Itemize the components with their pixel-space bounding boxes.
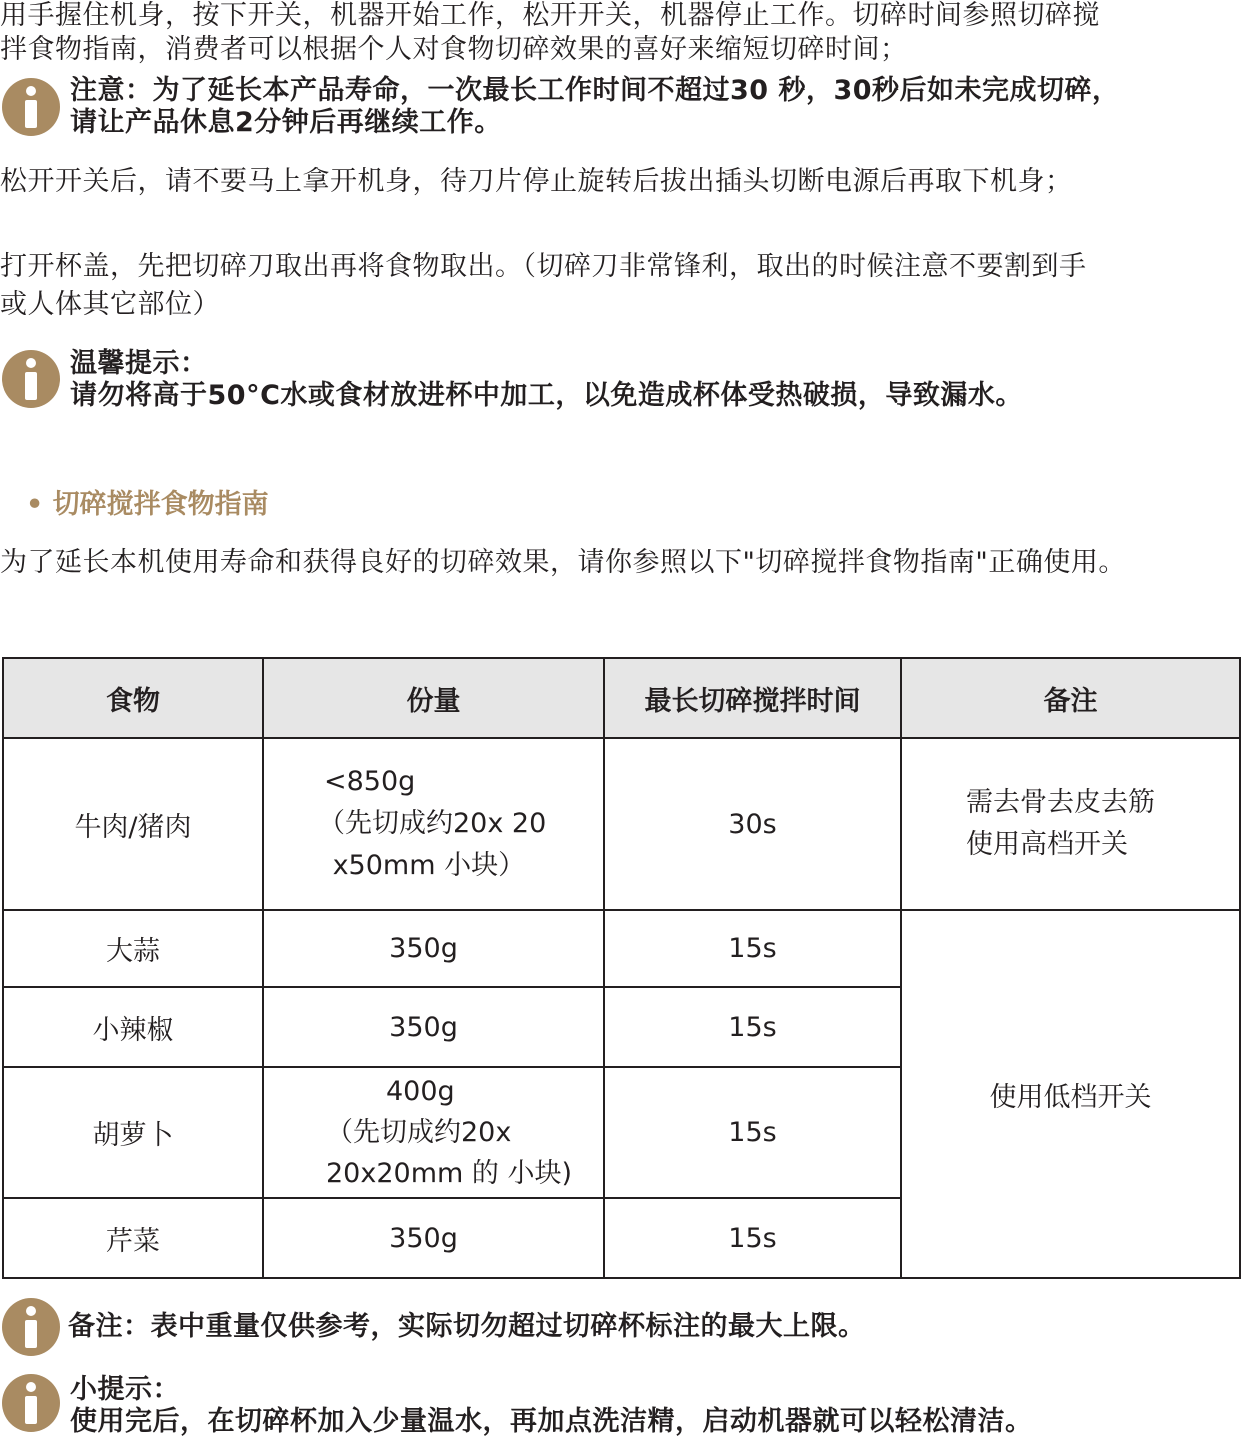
note-small-tip-title: 小提示： — [70, 1374, 180, 1405]
quantity-cell — [263, 738, 604, 910]
intro-line-1: 用手握住机身，按下开关，机器开始工作，松开开关，机器停止工作。切碎时间参照切碎搅 — [0, 0, 1100, 31]
quantity-cell — [263, 1198, 604, 1278]
quantity-line: <850g — [324, 766, 416, 797]
note-remark — [68, 1311, 866, 1343]
quantity-line: 20x20mm 的 小块) — [326, 1158, 572, 1189]
remarks-line: 使用高档开关 — [966, 829, 1128, 860]
info-icon — [2, 1298, 60, 1356]
quantity-line: 350g — [389, 1011, 458, 1043]
note-caution-line-2: 请让产品休息2分钟后再继续工作。 — [70, 107, 502, 138]
quantity-line: 400g — [386, 1076, 455, 1107]
time-cell: 15s — [604, 1067, 901, 1198]
note-caution — [70, 75, 1120, 139]
open-lid-line-1: 打开杯盖，先把切碎刀取出再将食物取出。（切碎刀非常锋利，取出的时候注意不要割到手 — [0, 251, 1087, 282]
note-warm-tip — [70, 348, 1023, 412]
remarks-line: 需去骨去皮去筋 — [966, 787, 1155, 818]
quantity-cell — [263, 910, 604, 987]
header-quantity: 份量 — [263, 658, 604, 738]
quantity-line: 350g — [389, 933, 458, 964]
table-row — [3, 738, 1240, 910]
header-max-time: 最长切碎搅拌时间 — [604, 658, 901, 738]
open-lid-paragraph — [0, 248, 1087, 324]
note-small-tip — [70, 1374, 1033, 1438]
food-cell: 芹菜 — [3, 1198, 263, 1278]
info-icon — [2, 350, 60, 408]
open-lid-line-2: 或人体其它部位） — [0, 289, 220, 320]
intro-line-2: 拌食物指南，消费者可以根据个人对食物切碎效果的喜好来缩短切碎时间； — [0, 34, 908, 65]
quantity-line: （先切成约20x 20 — [318, 808, 547, 839]
food-cell: 牛肉/猪肉 — [3, 738, 263, 910]
table-header-row — [3, 658, 1240, 738]
quantity-cell — [263, 987, 604, 1067]
quantity-cell — [263, 1067, 604, 1198]
table-row — [3, 910, 1240, 987]
food-guide-table — [2, 657, 1241, 1279]
note-caution-line-1: 注意：为了延长本产品寿命，一次最长工作时间不超过30 秒，30秒后如未完成切碎， — [70, 75, 1120, 106]
info-icon — [2, 78, 60, 136]
section-description: 为了延长本机使用寿命和获得良好的切碎效果，请你参照以下"切碎搅拌食物指南"正确使用。 — [0, 547, 1126, 578]
remarks-cell — [901, 738, 1240, 910]
info-icon — [2, 1374, 60, 1432]
quantity-line: 350g — [389, 1222, 458, 1254]
note-remark-line: 备注：表中重量仅供参考，实际切勿超过切碎杯标注的最大上限。 — [68, 1311, 866, 1342]
food-cell: 大蒜 — [3, 910, 263, 987]
intro-paragraph — [0, 0, 1100, 67]
time-cell: 30s — [604, 738, 901, 910]
time-cell: 15s — [604, 910, 901, 987]
note-warm-tip-body: 请勿将高于50°C水或食材放进杯中加工，以免造成杯体受热破损，导致漏水。 — [70, 380, 1023, 411]
time-cell: 15s — [604, 987, 901, 1067]
note-small-tip-body: 使用完后，在切碎杯加入少量温水，再加点洗洁精，启动机器就可以轻松清洁。 — [70, 1406, 1033, 1437]
note-warm-tip-title: 温馨提示： — [70, 348, 208, 379]
food-cell: 胡萝卜 — [3, 1067, 263, 1198]
header-food: 食物 — [3, 658, 263, 738]
section-title: • 切碎搅拌食物指南 — [26, 489, 269, 520]
food-cell: 小辣椒 — [3, 987, 263, 1067]
time-cell: 15s — [604, 1198, 901, 1278]
quantity-line: （先切成约20x — [326, 1117, 512, 1148]
release-paragraph: 松开开关后，请不要马上拿开机身，待刀片停止旋转后拔出插头切断电源后再取下机身； — [0, 166, 1073, 197]
remarks-merged-cell: 使用低档开关 — [901, 910, 1240, 1278]
header-remarks: 备注 — [901, 658, 1240, 738]
quantity-line: x50mm 小块） — [324, 850, 526, 881]
